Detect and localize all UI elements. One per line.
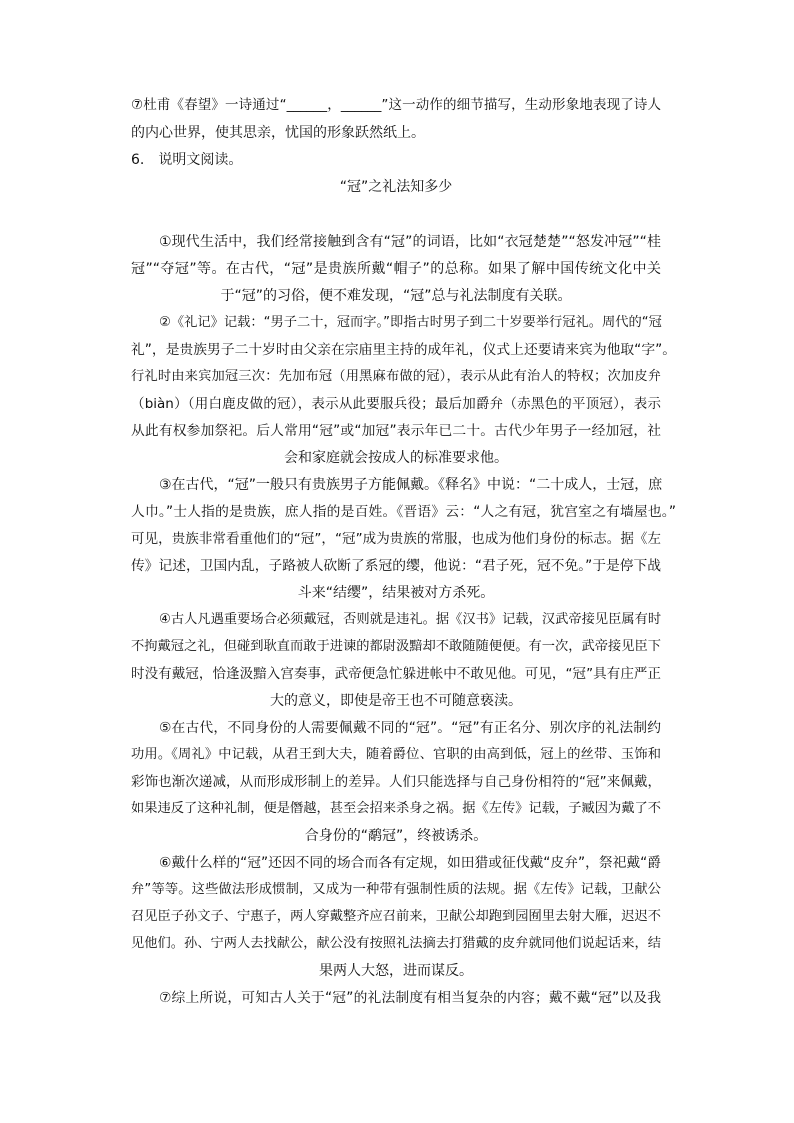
para-2-line-6: 会和家庭就会按成人的标准要求他。 (284, 450, 508, 466)
para-4-line-2: 不拘戴冠之礼，但碰到耿直而敢于进谏的都尉汲黯却不敢随随便便。有一次，武帝接见臣下 (131, 639, 662, 654)
para-3-line-2: 人巾。”士人指的是贵族，庶人指的是百姓。《晋语》云：“人之有冠，犹宫室之有墙屋也。” (131, 504, 676, 520)
para-2-line-2: 礼”，是贵族男子二十岁时由父亲在宗庙里主持的成年礼，仪式上还要请来宾为他取“字”。 (131, 342, 676, 358)
para-6-line-4: 见他们。孙、宁两人去找献公，献公没有按照礼法摘去打猎戴的皮弁就同他们说起话来，结 (131, 936, 662, 951)
para-4-line-1: ④古人凡遇重要场合必须戴冠，否则就是违礼。据《汉书》记载，汉武帝接见臣属有时 (159, 612, 662, 627)
para-6-line-1: ⑥戴什么样的“冠”还因不同的场合而各有定规，如田猎或征伐戴“皮弁”，祭祀戴“爵 (159, 855, 661, 871)
para-5-line-2: 功用。《周礼》中记载，从君王到大夫，随着爵位、官职的由高到低，冠上的丝带、玉饰和 (131, 747, 661, 762)
para-7-line-1: ⑦综上所说，可知古人关于“冠”的礼法制度有相当复杂的内容；戴不戴“冠”以及我 (159, 990, 661, 1006)
para-3-line-5: 斗来“结缨”，结果被对方杀死。 (297, 585, 495, 601)
para-5-line-5: 合身份的“鹬冠”，终被诱杀。 (304, 828, 488, 844)
para-3-line-1: ③在古代，“冠”一般只有贵族男子方能佩戴。《释名》中说：“二十成人，士冠，庶 (159, 477, 663, 493)
para-2-line-4: （biàn）（用白鹿皮做的冠），表示从此要服兵役；最后加爵弁（赤黑色的平顶冠），表示 (131, 396, 661, 412)
question-7-line-2: 的内心世界，使其思亲，忧国的形象跃然纸上。 (131, 125, 425, 141)
para-3-line-3: 可见，贵族非常看重他们的“冠”，“冠”成为贵族的常服，也成为他们身份的标志。据《左 (131, 531, 661, 547)
para-2-line-1: ②《礼记》记载：“男子二十，冠而字。”即指古时男子到二十岁要举行冠礼。周代的“冠 (159, 315, 662, 330)
para-5-line-3: 彩饰也渐次递减，从而形成形制上的差异。人们只能选择与自己身份相符的“冠”来佩戴， (131, 774, 661, 790)
para-5-line-4: 如果违反了这种礼制，便是僭越，甚至会招来杀身之祸。据《左传》记载，子臧因为戴了不 (131, 801, 662, 816)
article-title: “冠”之礼法知多少 (339, 179, 453, 195)
para-1-line-1: ①现代生活中，我们经常接触到含有“冠”的词语，比如“衣冠楚楚”“怒发冲冠”“桂 (159, 234, 661, 250)
para-5-line-1: ⑤在古代，不同身份的人需要佩戴不同的“冠”。“冠”有正名分、别次序的礼法制约 (159, 720, 661, 736)
para-6-line-3: 召见臣子孙文子、宁惠子，两人穿戴整齐应召前来，卫献公却跑到园囿里去射大雁，迟迟不 (131, 909, 662, 924)
question-6-heading: 6. 说明文阅读。 (131, 152, 243, 168)
para-4-line-4: 大的意义，即使是帝王也不可随意亵渎。 (270, 693, 522, 709)
para-2-line-5: 从此有权参加祭祀。后人常用“冠”或“加冠”表示年已二十。古代少年男子一经加冠，社 (131, 423, 661, 439)
para-1-line-3: 于“冠”的习俗，便不难发现，“冠”总与礼法制度有关联。 (220, 288, 572, 304)
para-6-line-2: 弁”等等。这些做法形成惯制，又成为一种带有强制性质的法规。据《左传》记载，卫献公 (131, 882, 661, 897)
para-2-line-3: 行礼时由来宾加冠三次：先加布冠（用黑麻布做的冠），表示从此有治人的特权；次加皮弁 (131, 369, 661, 384)
para-3-line-4: 传》记述，卫国内乱，子路被人砍断了系冠的缨，他说：“君子死，冠不免。”于是停下战 (131, 558, 661, 574)
para-1-line-2: 冠”“夺冠”等。在古代，“冠”是贵族所戴“帽子”的总称。如果了解中国传统文化中关 (131, 261, 661, 277)
question-7-line-1: ⑦杜甫《春望》一诗通过“______，______”这一动作的细节描写，生动形象地表现了诗人 (131, 97, 661, 113)
para-6-line-5: 果两人大怒，进而谋反。 (319, 963, 473, 979)
para-4-line-3: 时没有戴冠，恰逢汲黯入宫奏事，武帝便急忙躲进帐中不敢见他。可见，“冠”具有庄严正 (131, 666, 661, 682)
